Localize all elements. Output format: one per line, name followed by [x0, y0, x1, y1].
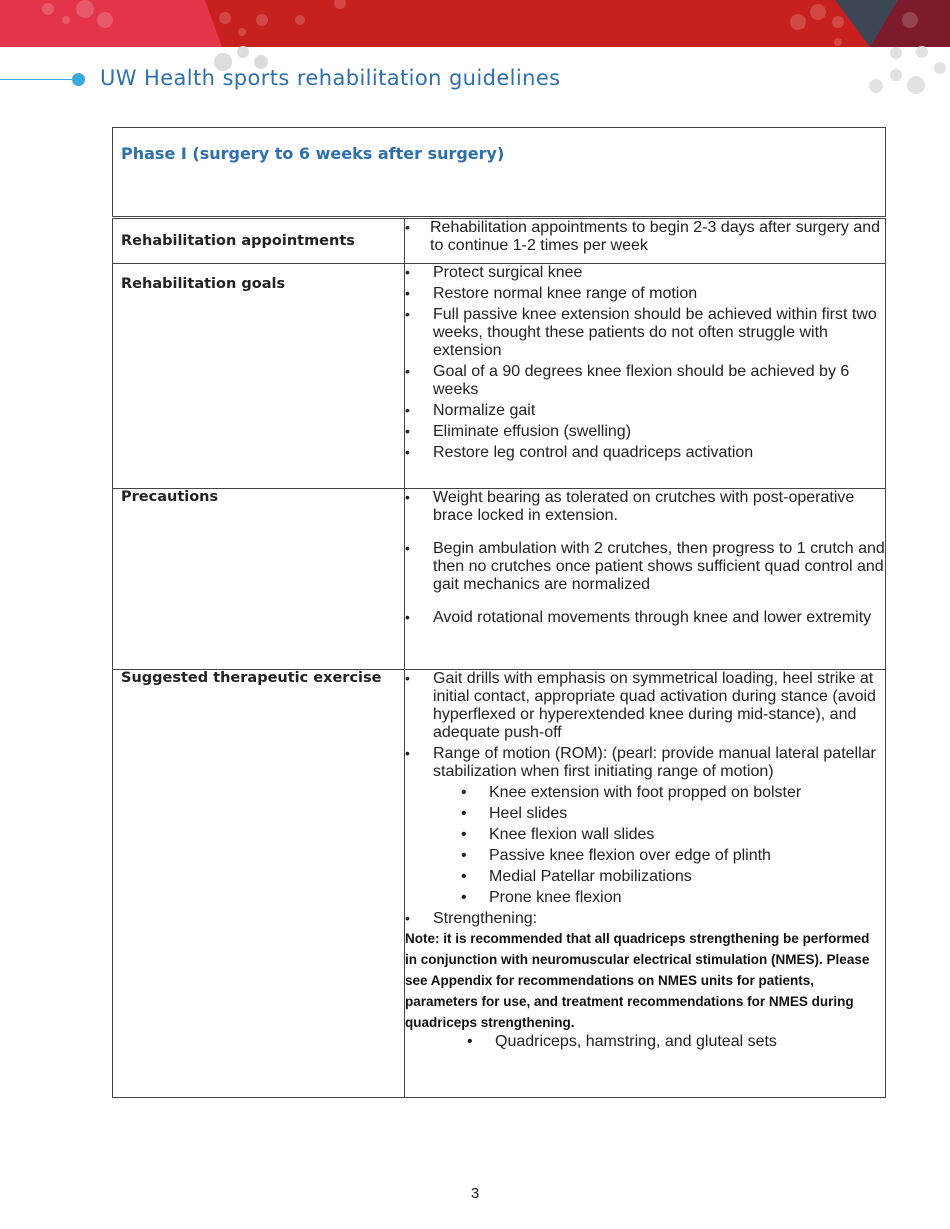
row-label: Rehabilitation appointments — [121, 233, 355, 249]
table-row-appointments — [113, 219, 886, 264]
table-row-exercise — [113, 670, 886, 1098]
list-item: • Strengthening: — [405, 910, 885, 928]
table-row-goals — [113, 264, 886, 489]
list-item: • Goal of a 90 degrees knee flexion should be achieved by 6 weeks — [405, 363, 885, 399]
list-item: • Quadriceps, hamstring, and gluteal sets — [467, 1033, 885, 1051]
header-accent-line — [0, 79, 72, 80]
list-item: • Eliminate effusion (swelling) — [405, 423, 885, 441]
list-item: • Prone knee flexion — [461, 889, 885, 907]
row-label: Rehabilitation goals — [121, 276, 286, 292]
list-item: • Medial Patellar mobilizations — [461, 868, 885, 886]
row-label-cell — [113, 489, 405, 670]
row-label-cell — [113, 219, 405, 264]
phase-title: Phase I (surgery to 6 weeks after surgery) — [121, 144, 505, 163]
row-label: Suggested therapeutic exercise — [121, 670, 382, 686]
list-item: • Knee flexion wall slides — [461, 826, 885, 844]
list-item: • Passive knee flexion over edge of plinth — [461, 847, 885, 865]
list-item: • Knee extension with foot propped on bolster — [461, 784, 885, 802]
decorative-hexagons — [860, 40, 950, 100]
list-item: • Protect surgical knee — [405, 264, 885, 282]
row-label: Precautions — [121, 489, 219, 505]
row-label-cell — [113, 670, 405, 1098]
row-content-cell — [405, 264, 886, 489]
list-item: • Rehabilitation appointments to begin 2-3 days after surgery and to continue 1-2 times per week — [405, 219, 885, 255]
list-item: • Restore normal knee range of motion — [405, 285, 885, 303]
list-item: • Full passive knee extension should be achieved within first two weeks, thought these patients do not often struggle with extension — [405, 306, 885, 360]
list-item: • Begin ambulation with 2 crutches, then progress to 1 crutch and then no crutches once patient shows sufficient quad control and gait mechanics are normalized — [405, 540, 885, 594]
list-item: • Gait drills with emphasis on symmetrical loading, heel strike at initial contact, appropriate quad activation during stance (avoid hyperflexed or hyperextended knee during mid-stance), and adequate push-off — [405, 670, 885, 742]
header-banner — [0, 0, 950, 47]
list-item: • Avoid rotational movements through knee and lower extremity — [405, 609, 885, 627]
page-number: 3 — [470, 1185, 480, 1202]
document-header-title: UW Health sports rehabilitation guidelines — [100, 66, 561, 90]
phase-header-box — [112, 127, 886, 217]
list-item: • Normalize gait — [405, 402, 885, 420]
row-label-cell — [113, 264, 405, 489]
table-row-precautions — [113, 489, 886, 670]
list-item: • Range of motion (ROM): (pearl: provide manual lateral patellar stabilization when first initiating range of motion) — [405, 745, 885, 781]
list-item: • Weight bearing as tolerated on crutches with post-operative brace locked in extension. — [405, 489, 885, 525]
row-content-cell — [405, 219, 886, 264]
nmes-note: Note: it is recommended that all quadriceps strengthening be performed in conjunction with neuromuscular electrical stimulation (NMES). Please see Appendix for recommendations on NMES units for patients, parameters for use, and treatment recommendations for NMES during quadriceps strengthening. — [405, 931, 870, 1030]
row-content-cell — [405, 489, 886, 670]
row-content-cell — [405, 670, 886, 1098]
header-accent-dot — [72, 73, 85, 86]
list-item: • Restore leg control and quadriceps activation — [405, 444, 885, 462]
guidelines-table — [112, 218, 886, 1098]
list-item: • Heel slides — [461, 805, 885, 823]
